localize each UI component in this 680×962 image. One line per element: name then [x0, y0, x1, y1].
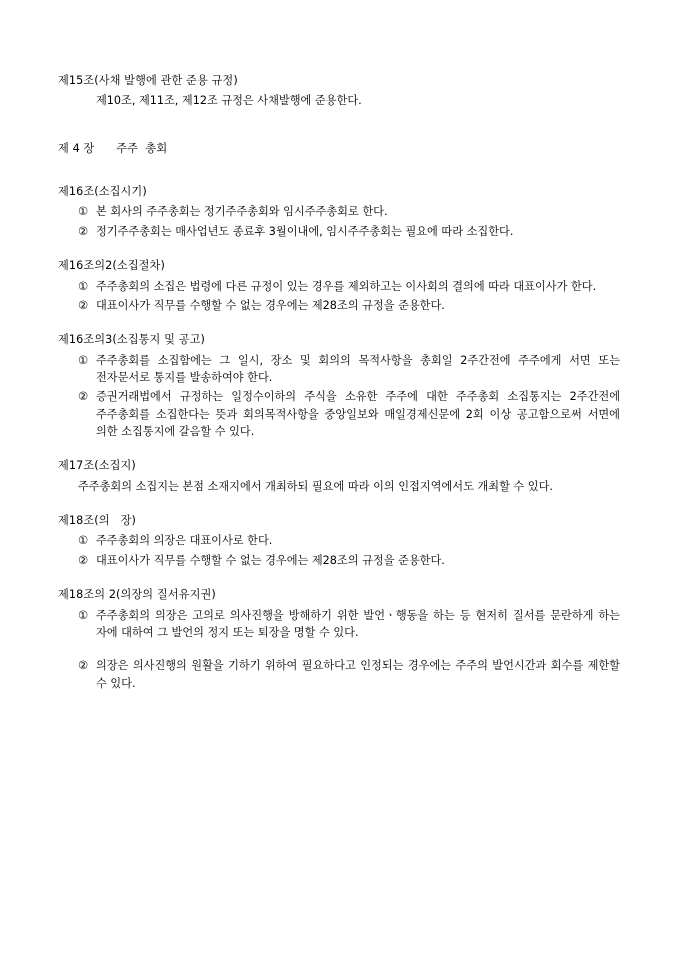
- clause-text: 정기주주총회는 매사업년도 종료후 3월이내에, 임시주주총회는 필요에 따라 소집한다.: [96, 224, 514, 238]
- article-title: 제17조(소집지): [58, 459, 136, 473]
- clause-item: [58, 657, 620, 692]
- clause-text: 주주총회를 소집함에는 그 일시, 장소 및 회의의 목적사항을 총회일 2주간전에 주주에게 서면 또는 전자문서로 통지를 발송하여야 한다.: [96, 353, 620, 384]
- article-block: [58, 457, 620, 495]
- clause-text: 대표이사가 직무를 수행할 수 없는 경우에는 제28조의 규정을 준용한다.: [96, 298, 445, 312]
- clause-number: ①: [78, 279, 89, 293]
- clause-number: ①: [78, 353, 89, 367]
- clause-item: [58, 352, 620, 387]
- clause-number: ②: [78, 390, 89, 404]
- clause-item: [58, 203, 620, 220]
- clause-item: [58, 223, 620, 240]
- clause-number: ①: [78, 534, 89, 548]
- clause-text: 본 회사의 주주총회는 정기주주총회와 임시주주총회로 한다.: [96, 205, 388, 219]
- clause-item: [58, 532, 620, 549]
- article-block: [58, 331, 620, 440]
- clause-item: [58, 297, 620, 314]
- article-title: 제18조의 2(의장의 질서유지권): [58, 588, 216, 602]
- clause-number: ①: [78, 205, 89, 219]
- clause-text: 주주총회의 소집은 법령에 다른 규정이 있는 경우를 제외하고는 이사회의 결의에 따라 대표이사가 한다.: [96, 279, 597, 293]
- document-body: [58, 72, 620, 692]
- clause-item: [58, 388, 620, 440]
- clause-number: ①: [78, 608, 89, 622]
- clause-number: ②: [78, 224, 89, 238]
- clause-item: [58, 552, 620, 569]
- article-title: 제16조의2(소집절차): [58, 259, 165, 273]
- article-block: [58, 183, 620, 240]
- article-block: [58, 586, 620, 692]
- clause-text: 주주총회의 의장은 대표이사로 한다.: [96, 534, 273, 548]
- article-paragraph: 주주총회의 소집지는 본점 소재지에서 개최하되 필요에 따라 이의 인접지역에서도 개최할 수 있다.: [78, 479, 553, 493]
- clause-text: 주주총회의 의장은 고의로 의사진행을 방해하기 위한 발언ㆍ행동을 하는 등 현저히 질서를 문란하게 하는 자에 대하여 그 발언의 정지 또는 퇴장을 명할 수 있다.: [96, 608, 620, 639]
- article-title: 제15조(사채 발행에 관한 준용 규정): [58, 74, 238, 87]
- clause-number: ②: [78, 659, 89, 673]
- article-block: [58, 72, 620, 110]
- article-title: 제16조의3(소집통지 및 공고): [58, 333, 205, 347]
- clause-number: ②: [78, 553, 89, 567]
- clause-item: [58, 278, 620, 295]
- clause-text: 의장은 의사진행의 원활을 기하기 위하여 필요하다고 인정되는 경우에는 주주의 발언시간과 회수를 제한할 수 있다.: [96, 659, 620, 690]
- article-title: 제16조(소집시기): [58, 185, 147, 199]
- article-title: 제18조(의 장): [58, 514, 136, 528]
- clause-item: [58, 607, 620, 642]
- clause-number: ②: [78, 298, 89, 312]
- article-block: [58, 257, 620, 314]
- clause-text: 대표이사가 직무를 수행할 수 없는 경우에는 제28조의 규정을 준용한다.: [96, 553, 445, 567]
- article-block: [58, 512, 620, 569]
- article-paragraph: 제10조, 제11조, 제12조 규정은 사채발행에 준용한다.: [96, 94, 362, 108]
- clause-text: 증권거래법에서 규정하는 일정수이하의 주식을 소유한 주주에 대한 주주총회 소집통지는 2주간전에 주주총회를 소집한다는 뜻과 회의목적사항을 중앙일보와 매일경제신문에 2회 이상 공고함으로써 서면에 의한 소집통지에 갈음할 수 있다.: [96, 390, 620, 439]
- chapter-heading: 제 4 장 주주 총회: [58, 141, 168, 155]
